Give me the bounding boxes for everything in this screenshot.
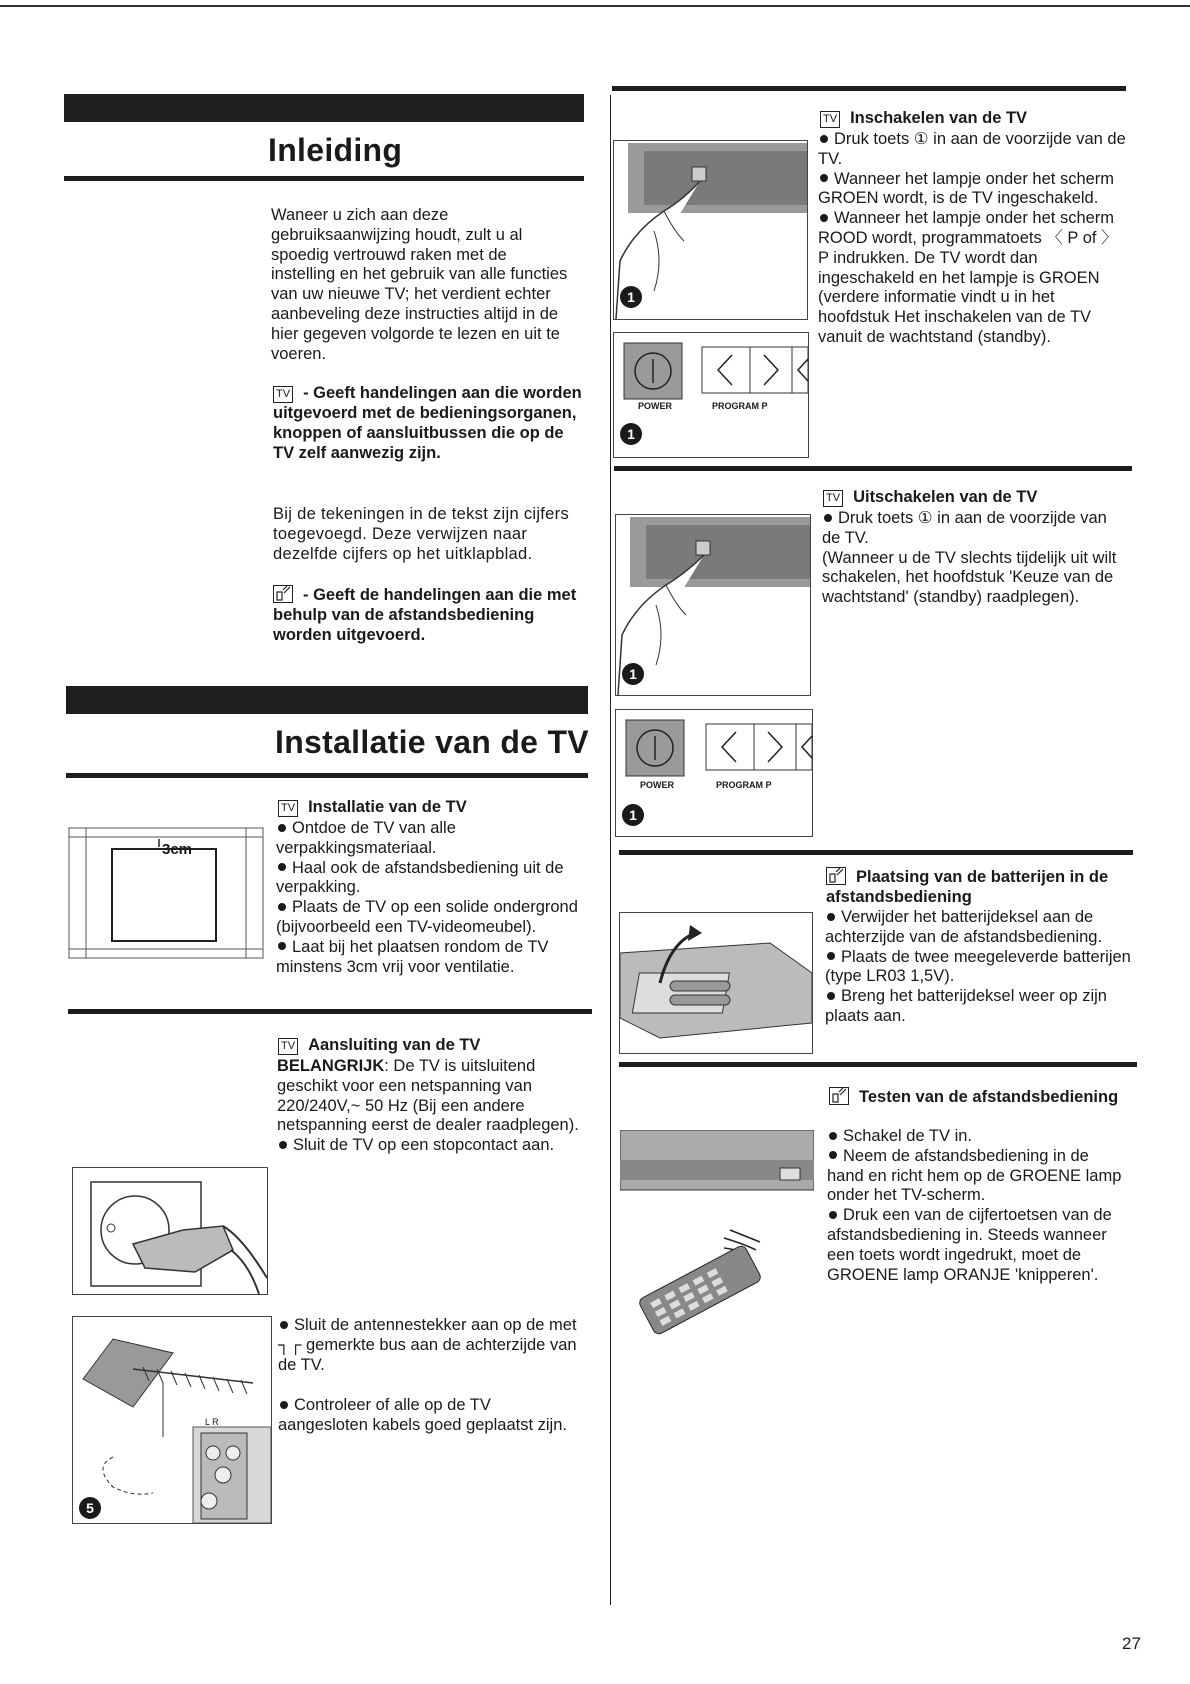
tv-clearance-illustration [68,827,264,959]
list-item: Schakel de TV in. [827,1127,1127,1147]
lr-label: L R [205,1417,219,1427]
clearance-label: 3cm [162,841,193,858]
aansluiting-heading [278,1035,480,1055]
batterijen-bullets [825,908,1135,1027]
antenna-connection-illustration [72,1316,272,1524]
uitschakelen-text [822,509,1122,608]
inleiding-intro: Waneer u zich aan deze gebruiksaanwijzing houdt, zult u al spoedig vertrouwd raken met de instelling en het gebruik van alle functies van uw nieuwe TV; het verdient echter aanbeveling deze instructies altijd in de hier gegeven volgorde te lezen en uit te voeren. [271,206,568,363]
figure-number: 5 [79,1497,101,1519]
cables-bullet [278,1396,584,1436]
figure-number: 1 [620,286,642,308]
remote-note-text: - Geeft de handelingen aan die met behulp van de afstandsbediening worden uitgevoerd. [273,586,577,644]
list-item: Druk toets ① in aan de voorzijde van de TV. [818,130,1126,168]
inleiding-bar [64,94,584,122]
installatie-rule [66,773,588,778]
inleiding-title: Inleiding [268,132,403,168]
aansluiting-text: BELANGRIJK: De TV is uitsluitend geschikt voor een netspanning van 220/240V,~ 50 Hz (Bij een andere netspanning eerst de dealer raadplegen). Sluit de TV op een stopcontact aan. [277,1057,589,1156]
tv-icon: TV [278,1038,298,1055]
aansluiting-rule [68,1009,592,1014]
list-item: Neem de afstandsbediening in de hand en richt hem op de GROENE lamp onder het TV-scherm. [827,1146,1122,1205]
installatie-heading [278,797,467,817]
wall-socket-illustration [72,1167,268,1295]
power-panel-illustration [615,709,813,837]
list-item: Laat bij het plaatsen rondom de TV minstens 3cm vrij voor ventilatie. [276,937,549,976]
remote-icon [829,1087,849,1105]
tv-note-text: - Geeft handelingen aan die worden uitgevoerd met de bedieningsorganen, knoppen of aansluitbussen die op de TV zelf aanwezig zijn. [273,384,582,462]
page-number: 27 [1122,1634,1141,1653]
inschakelen-rule [612,86,1126,91]
testen-heading-text: Testen van de afstandsbediening [859,1088,1119,1106]
aansluiting-heading-text: Aansluiting van de TV [308,1036,481,1054]
batterijen-heading-text: Plaatsing van de batterijen in de afstandsbediening [826,868,1109,906]
batterijen-heading [826,867,1126,907]
inschakelen-bullets [818,130,1126,348]
tv-icon: TV [820,111,840,128]
uitschakelen-heading [823,487,1037,507]
antenna-bullet [278,1316,590,1375]
program-label: PROGRAM P [712,401,768,411]
uitschakelen-rule [614,466,1132,471]
power-label: POWER [640,780,675,790]
installatie-bullets [276,819,586,977]
list-item: Controleer of alle op de TV aangesloten kabels goed geplaatst zijn. [278,1396,567,1434]
power-button-press-illustration [613,140,808,320]
tv-icon: TV [278,800,298,817]
list-item: Verwijder het batterijdeksel aan de achterzijde van de afstandsbediening. [825,908,1103,946]
inschakelen-heading [820,108,1027,128]
list-item: Haal ook de afstandsbediening uit de verpakking. [276,858,564,897]
figure-number: 1 [622,663,644,685]
uitschakelen-heading-text: Uitschakelen van de TV [853,488,1038,506]
remote-test-illustration [620,1130,814,1340]
top-rule [0,5,1190,7]
list-item: Wanneer het lampje onder het scherm GROEN wordt, is de TV ingeschakeld. [818,169,1115,208]
testen-rule [619,1062,1137,1067]
power-off-illustration [615,514,811,696]
testen-bullets [827,1127,1127,1285]
tv-icon: TV [823,490,843,507]
remote-icon [826,867,846,885]
list-item: Wanneer het lampje onder het scherm ROOD wordt, programmatoets 〈 P of 〉 P indrukken. De TV wordt dan ingeschakeld en het lampje is GROEN (verdere informatie vindt u in het hoofdstuk Het inschakelen van de TV vanuit de wachtstand (standby). [818,209,1118,346]
inleiding-rule [64,176,584,181]
batterijen-rule [619,850,1133,855]
list-item: Sluit de antennestekker aan op de met ┐┌ gemerkte bus aan de achterzijde van de TV. [278,1316,577,1374]
power-panel-illustration [613,332,809,458]
remote-note [273,585,583,645]
inschakelen-heading-text: Inschakelen van de TV [850,109,1028,127]
list-item: Sluit de TV op een stopcontact aan. [277,1136,589,1156]
column-divider [610,95,611,1605]
installatie-bar [66,686,588,714]
off-note: (Wanneer u de TV slechts tijdelijk uit wilt schakelen, het hoofdstuk 'Keuze van de wachtstand' (standby) raadplegen). [822,548,1117,607]
battery-cover-illustration [619,912,813,1054]
list-item: Ontdoe de TV van alle verpakkingsmateriaal. [276,819,456,857]
list-item: Druk een van de cijfertoetsen van de afstandsbediening in. Steeds wanneer een toets wordt ingedrukt, moet de GROENE lamp ORANJE 'knipperen'. [827,1206,1112,1284]
tv-icon: TV [273,386,293,403]
list-item: Plaats de TV op een solide ondergrond (bijvoorbeeld een TV-videomeubel). [276,898,578,936]
drawings-note: Bij de tekeningen in de tekst zijn cijfers toegevoegd. Deze verwijzen naar dezelfde cijfers op het uitklapblad. [273,505,569,563]
tv-note [273,383,583,463]
installatie-heading-text: Installatie van de TV [308,798,467,816]
list-item: Plaats de twee meegeleverde batterijen (type LR03 1,5V). [825,947,1131,986]
program-label: PROGRAM P [716,780,772,790]
figure-number: 1 [620,423,642,445]
installatie-title: Installatie van de TV [275,724,589,760]
testen-heading [829,1087,1129,1107]
list-item: Breng het batterijdeksel weer op zijn plaats aan. [825,987,1107,1025]
figure-number: 1 [622,804,644,826]
power-label: POWER [638,401,673,411]
remote-icon [273,585,293,603]
list-item: Druk toets ① in aan de voorzijde van de TV. [822,509,1107,547]
